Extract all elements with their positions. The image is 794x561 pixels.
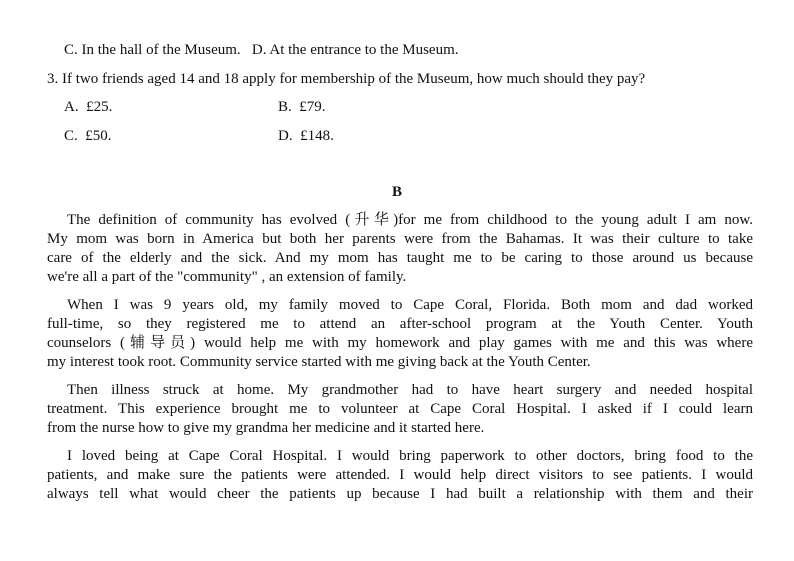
- paragraph-4-line-3: always tell what would cheer the patients up because I had built a relationship with them and their: [47, 486, 753, 502]
- q2-options-c-d: C. In the hall of the Museum. D. At the entrance to the Museum.: [64, 42, 459, 58]
- q3-option-c: C. £50.: [64, 128, 112, 144]
- q3-option-a: A. £25.: [64, 99, 113, 115]
- paragraph-1-line-4: we're all a part of the "community" , an extension of family.: [47, 269, 407, 285]
- q3-question: 3. If two friends aged 14 and 18 apply for membership of the Museum, how much should they pay?: [47, 71, 646, 87]
- paragraph-2: [47, 296, 753, 372]
- paragraph-3: [47, 381, 753, 438]
- section-heading: B: [391, 184, 402, 200]
- paragraph-4: [47, 447, 753, 504]
- paragraph-3-line-3: from the nurse how to give my grandma her medicine and it started here.: [47, 420, 485, 436]
- paragraph-3-line-2: treatment. This experience brought me to volunteer at Cape Coral Hospital. I asked if I could learn: [47, 401, 753, 417]
- paragraph-1-line-3: care of the elderly and the sick. And my mom has taught me to be caring to those around us because: [47, 250, 753, 266]
- paragraph-1-line-2: My mom was born in America but both her parents were from the Bahamas. It was their culture to take: [47, 231, 753, 247]
- paragraph-4-line-1: I loved being at Cape Coral Hospital. I would bring paperwork to other doctors, bring food to the: [67, 448, 753, 464]
- paragraph-2-line-4: my interest took root. Community service started with me giving back at the Youth Center.: [47, 354, 591, 370]
- paragraph-1-line-1: The definition of community has evolved (升华)for me from childhood to the young adult I am now.: [67, 212, 753, 228]
- q3-option-b: B. £79.: [278, 99, 326, 115]
- paragraph-3-line-1: Then illness struck at home. My grandmother had to have heart surgery and needed hospital: [67, 382, 753, 398]
- paragraph-2-line-3: counselors (辅导员) would help me with my homework and play games with me and this was where: [47, 335, 753, 351]
- paragraph-1: [47, 211, 753, 287]
- paragraph-2-line-1: When I was 9 years old, my family moved to Cape Coral, Florida. Both mom and dad worked: [67, 297, 753, 313]
- paragraph-4-line-2: patients, and make sure the patients were attended. I would help direct visitors to see patients. I would: [47, 467, 753, 483]
- q3-option-d: D. £148.: [278, 128, 334, 144]
- paragraph-2-line-2: full-time, so they registered me to attend an after-school program at the Youth Center. Youth: [47, 316, 753, 332]
